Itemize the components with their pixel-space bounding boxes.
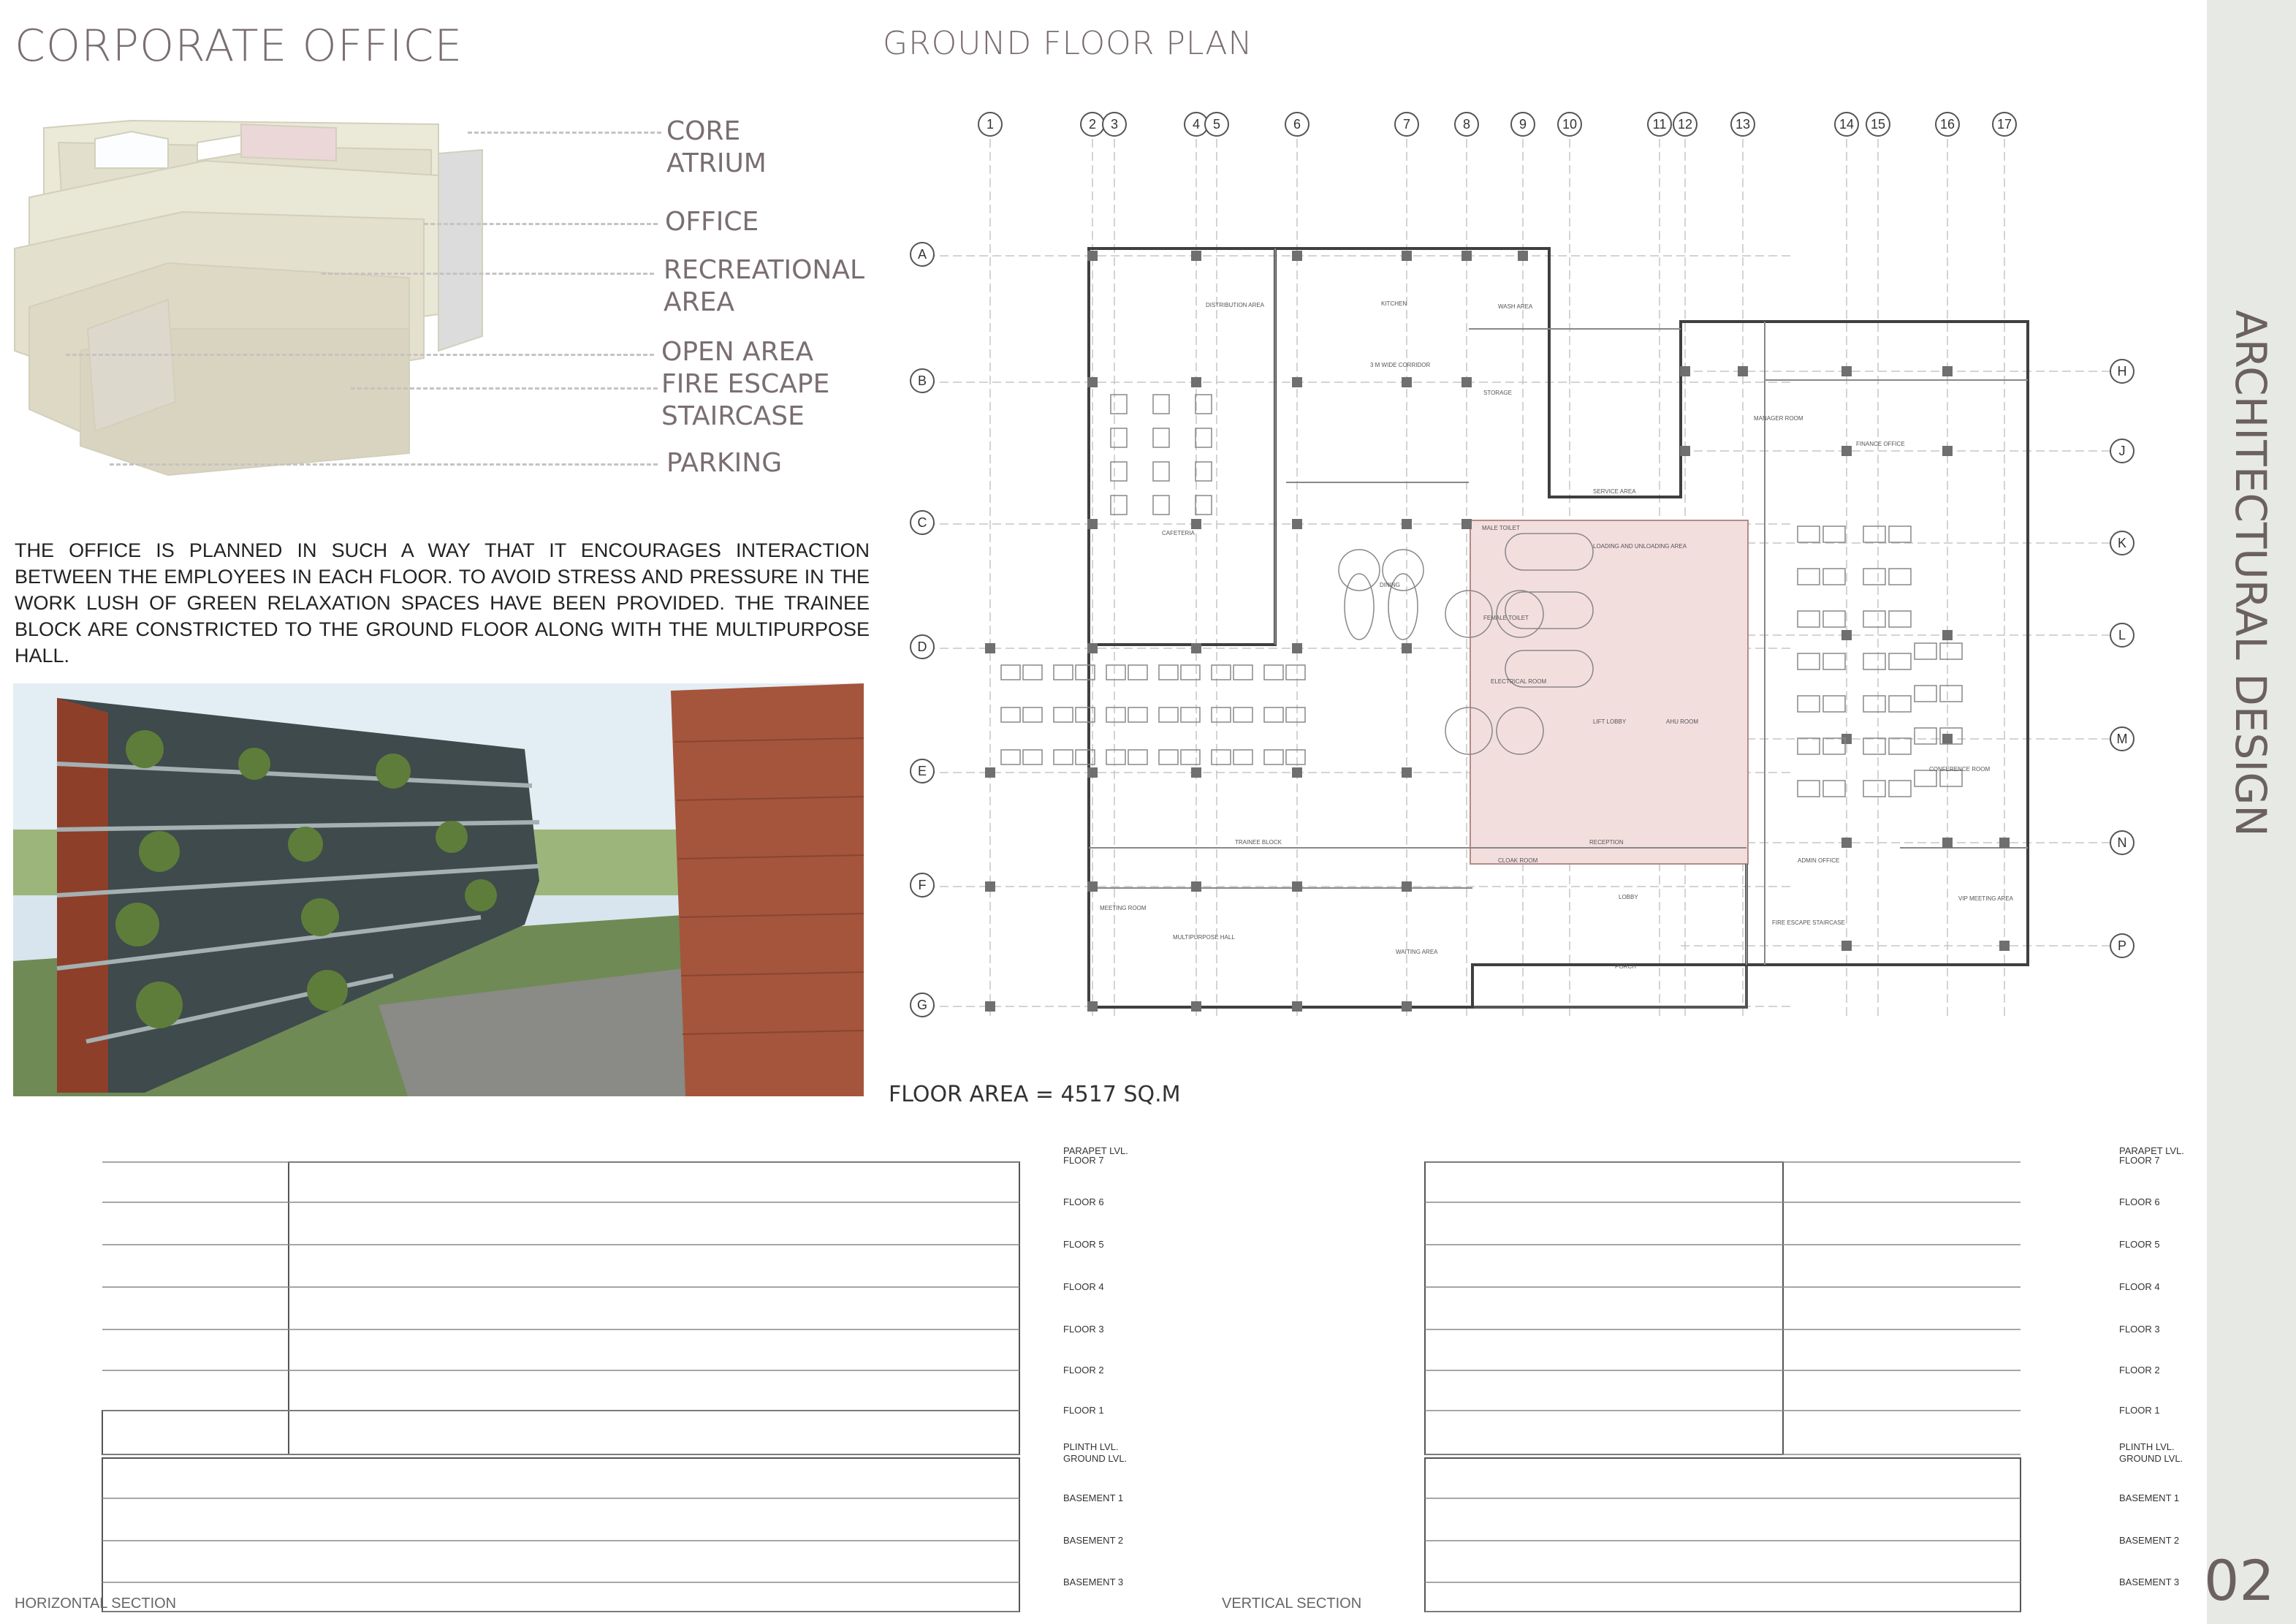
room-admin: ADMIN OFFICE bbox=[1798, 857, 1840, 864]
legend-recreational-line2: AREA bbox=[664, 287, 735, 317]
grid-bubble-D bbox=[911, 635, 934, 659]
service-core bbox=[1470, 520, 1748, 864]
level-label-v: FLOOR 6 bbox=[2119, 1196, 2160, 1207]
level-label-h: FLOOR 1 bbox=[1063, 1405, 1104, 1416]
svg-text:N: N bbox=[2117, 835, 2127, 850]
level-label-h: FLOOR 3 bbox=[1063, 1324, 1104, 1335]
svg-text:M: M bbox=[2116, 732, 2128, 746]
grid-bubble-2 bbox=[1081, 113, 1104, 136]
grid-bubble-E bbox=[911, 759, 934, 783]
level-label-v: FLOOR 5 bbox=[2119, 1239, 2160, 1250]
room-kitchen: KITCHEN bbox=[1381, 300, 1407, 307]
vertical-section-caption: VERTICAL SECTION bbox=[1222, 1595, 1362, 1612]
leader-core bbox=[468, 132, 661, 134]
legend-office: OFFICE bbox=[665, 207, 759, 237]
grid-bubble-9 bbox=[1511, 113, 1535, 136]
room-storage: STORAGE bbox=[1483, 390, 1512, 396]
level-label-h: FLOOR 6 bbox=[1063, 1196, 1104, 1207]
grid-bubble-14 bbox=[1835, 113, 1858, 136]
legend-recreational-line1: RECREATIONAL bbox=[664, 255, 865, 285]
floor-area-label: FLOOR AREA = 4517 SQ.M bbox=[889, 1082, 1181, 1107]
grid-bubble-N bbox=[2110, 831, 2134, 854]
vertical-section bbox=[1425, 1162, 2021, 1612]
leader-open-area bbox=[66, 354, 654, 356]
svg-text:9: 9 bbox=[1518, 117, 1527, 132]
grid-bubble-K bbox=[2110, 531, 2134, 555]
svg-text:P: P bbox=[2117, 938, 2127, 953]
level-label-v: BASEMENT 1 bbox=[2119, 1492, 2180, 1503]
level-label-h: GROUND LVL. bbox=[1063, 1453, 1128, 1464]
leader-recreational bbox=[322, 273, 654, 275]
grid-bubble-17 bbox=[1993, 113, 2016, 136]
page-title: CORPORATE OFFICE bbox=[15, 20, 463, 72]
svg-text:13: 13 bbox=[1735, 117, 1751, 132]
svg-text:K: K bbox=[2117, 536, 2127, 550]
legend-recreational bbox=[664, 254, 864, 319]
legend-fire-escape bbox=[661, 368, 829, 433]
svg-text:12: 12 bbox=[1677, 117, 1693, 132]
svg-text:6: 6 bbox=[1293, 117, 1301, 132]
room-manager: MANAGER ROOM bbox=[1754, 415, 1803, 422]
grid-bubble-C bbox=[911, 511, 934, 534]
room-porch: PORCH bbox=[1615, 963, 1636, 970]
room-female-toilet: FEMALE TOILET bbox=[1483, 615, 1529, 621]
room-lift-lobby: LIFT LOBBY bbox=[1593, 718, 1627, 725]
room-dining: DINING bbox=[1380, 582, 1400, 588]
leader-fire-escape bbox=[351, 387, 658, 390]
legend-fire-escape-line2: STAIRCASE bbox=[661, 401, 805, 431]
room-cafeteria: CAFETERIA bbox=[1162, 530, 1195, 536]
svg-text:10: 10 bbox=[1562, 117, 1578, 132]
level-label-v: FLOOR 1 bbox=[2119, 1405, 2160, 1416]
horizontal-section bbox=[102, 1162, 1019, 1612]
grid-bubble-6 bbox=[1285, 113, 1309, 136]
level-label-h: FLOOR 5 bbox=[1063, 1239, 1104, 1250]
room-cloak: CLOAK ROOM bbox=[1498, 857, 1538, 864]
project-description: THE OFFICE IS PLANNED IN SUCH A WAY THAT IT ENCOURAGES INTERACTION BETWEEN THE EMPLOYEES IN EACH FLOOR. TO AVOID STRESS AND PRESSURE IN THE WORK LUSH OF GREEN RELAXATION SPACES HAVE BEEN PROVIDED. THE TRAINEE BLOCK ARE CONSTRICTED TO THE GROUND FLOOR ALONG WITH THE MULTIPURPOSE HALL. bbox=[15, 539, 870, 667]
svg-text:4: 4 bbox=[1192, 117, 1201, 132]
room-multipurpose: MULTIPURPOSE HALL bbox=[1173, 934, 1235, 941]
level-label-v: FLOOR 7 bbox=[2119, 1155, 2160, 1166]
page-number: 02 bbox=[2204, 1548, 2275, 1613]
grid-bubble-5 bbox=[1205, 113, 1228, 136]
grid-bubble-12 bbox=[1673, 113, 1697, 136]
level-label-h: BASEMENT 1 bbox=[1063, 1492, 1124, 1503]
legend-open-area: OPEN AREA bbox=[661, 337, 814, 367]
level-label-h: PLINTH LVL. bbox=[1063, 1441, 1119, 1452]
level-label-h: FLOOR 4 bbox=[1063, 1281, 1104, 1292]
room-fire-escape: FIRE ESCAPE STAIRCASE bbox=[1772, 919, 1845, 926]
column-grid-bubbles bbox=[978, 113, 2016, 136]
level-label-v: FLOOR 3 bbox=[2119, 1324, 2160, 1335]
room-vip: VIP MEETING AREA bbox=[1958, 895, 2013, 902]
legend-core-atrium bbox=[666, 115, 767, 180]
room-reception: RECEPTION bbox=[1589, 839, 1624, 846]
grid-bubble-16 bbox=[1936, 113, 1959, 136]
legend-parking: PARKING bbox=[666, 448, 783, 478]
grid-bubble-8 bbox=[1455, 113, 1478, 136]
grid-bubble-11 bbox=[1648, 113, 1671, 136]
grid-bubble-L bbox=[2110, 623, 2134, 647]
grid-bubble-10 bbox=[1558, 113, 1581, 136]
level-label-h: PARAPET LVL. bbox=[1063, 1145, 1128, 1156]
level-label-v: BASEMENT 2 bbox=[2119, 1535, 2180, 1546]
svg-text:F: F bbox=[918, 878, 927, 892]
massing-diagram bbox=[0, 110, 658, 490]
room-waiting: WAITING AREA bbox=[1396, 949, 1438, 955]
svg-text:C: C bbox=[917, 515, 927, 530]
grid-bubble-G bbox=[911, 993, 934, 1017]
level-label-v: BASEMENT 3 bbox=[2119, 1576, 2180, 1587]
level-label-v: FLOOR 2 bbox=[2119, 1365, 2160, 1376]
grid-bubble-1 bbox=[978, 113, 1002, 136]
room-male-toilet: MALE TOILET bbox=[1482, 525, 1520, 531]
legend-atrium-line: ATRIUM bbox=[666, 148, 767, 178]
room-trainee-block: TRAINEE BLOCK bbox=[1235, 839, 1282, 846]
svg-text:7: 7 bbox=[1402, 117, 1411, 132]
level-label-h: FLOOR 7 bbox=[1063, 1155, 1104, 1166]
svg-text:16: 16 bbox=[1939, 117, 1955, 132]
room-wash: WASH AREA bbox=[1498, 303, 1533, 310]
svg-text:17: 17 bbox=[1996, 117, 2012, 132]
level-label-v: FLOOR 4 bbox=[2119, 1281, 2160, 1292]
room-conference: CONFERENCE ROOM bbox=[1929, 766, 1991, 773]
svg-text:A: A bbox=[917, 247, 927, 262]
svg-text:14: 14 bbox=[1839, 117, 1855, 132]
vertical-level-labels bbox=[2119, 1145, 2184, 1587]
room-ahu: AHU ROOM bbox=[1666, 718, 1698, 725]
level-label-h: FLOOR 2 bbox=[1063, 1365, 1104, 1376]
svg-text:3: 3 bbox=[1110, 117, 1119, 132]
svg-text:B: B bbox=[917, 373, 927, 388]
svg-text:5: 5 bbox=[1212, 117, 1221, 132]
svg-text:15: 15 bbox=[1870, 117, 1886, 132]
grid-bubble-B bbox=[911, 369, 934, 392]
exterior-render bbox=[13, 683, 864, 1096]
grid-bubble-13 bbox=[1731, 113, 1755, 136]
render-illustration bbox=[13, 683, 864, 1096]
grid-bubble-A bbox=[911, 243, 934, 266]
level-label-v: PARAPET LVL. bbox=[2119, 1145, 2184, 1156]
horizontal-level-labels bbox=[1063, 1145, 1128, 1587]
svg-text:G: G bbox=[916, 998, 928, 1012]
horizontal-section-caption: HORIZONTAL SECTION bbox=[15, 1595, 177, 1612]
grid-bubble-3 bbox=[1103, 113, 1126, 136]
svg-text:8: 8 bbox=[1462, 117, 1471, 132]
grid-bubble-J bbox=[2110, 439, 2134, 463]
room-lobby: LOBBY bbox=[1619, 894, 1638, 900]
svg-text:J: J bbox=[2118, 444, 2126, 458]
grid-bubble-M bbox=[2110, 727, 2134, 751]
room-distribution: DISTRIBUTION AREA bbox=[1206, 302, 1265, 308]
level-label-v: GROUND LVL. bbox=[2119, 1453, 2183, 1464]
legend-fire-escape-line1: FIRE ESCAPE bbox=[661, 369, 830, 399]
massing-blocks bbox=[15, 121, 482, 475]
sections-drawing bbox=[0, 1111, 2200, 1623]
svg-text:D: D bbox=[917, 640, 927, 654]
grid-bubble-F bbox=[911, 873, 934, 897]
ground-floor-plan bbox=[892, 88, 2185, 1067]
grid-bubble-7 bbox=[1395, 113, 1418, 136]
room-service: SERVICE AREA bbox=[1593, 488, 1636, 495]
grid-bubble-15 bbox=[1866, 113, 1890, 136]
room-electrical: ELECTRICAL ROOM bbox=[1491, 678, 1547, 685]
level-label-v: PLINTH LVL. bbox=[2119, 1441, 2175, 1452]
room-finance: FINANCE OFFICE bbox=[1856, 441, 1905, 447]
level-label-h: BASEMENT 3 bbox=[1063, 1576, 1124, 1587]
grid-bubble-P bbox=[2110, 934, 2134, 957]
room-meeting: MEETING ROOM bbox=[1100, 905, 1147, 911]
leader-parking bbox=[110, 463, 658, 466]
svg-text:L: L bbox=[2118, 628, 2126, 642]
level-label-h: BASEMENT 2 bbox=[1063, 1535, 1124, 1546]
svg-text:11: 11 bbox=[1652, 117, 1667, 132]
room-loading: LOADING AND UNLOADING AREA bbox=[1593, 543, 1687, 550]
svg-text:E: E bbox=[917, 764, 927, 778]
room-corridor3: 3 M WIDE CORRIDOR bbox=[1370, 362, 1431, 368]
plan-title: GROUND FLOOR PLAN bbox=[883, 25, 1253, 62]
svg-text:2: 2 bbox=[1088, 117, 1097, 132]
legend-core-line: CORE bbox=[666, 116, 741, 146]
svg-text:H: H bbox=[2117, 364, 2127, 379]
leader-office bbox=[424, 223, 658, 225]
svg-text:1: 1 bbox=[986, 117, 995, 132]
grid-bubble-H bbox=[2110, 360, 2134, 383]
